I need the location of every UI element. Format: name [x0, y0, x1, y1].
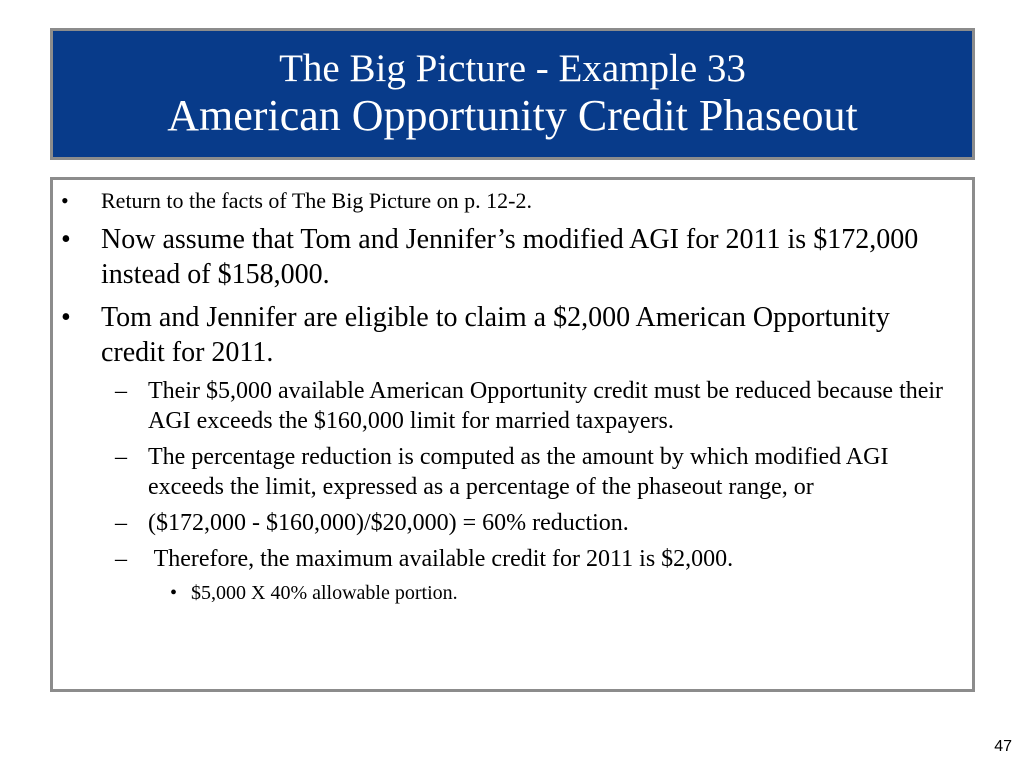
dash-icon: – [115, 546, 127, 572]
bullet-icon: • [61, 302, 71, 333]
bullet-item [53, 300, 952, 370]
bullet-text: Tom and Jennifer are eligible to claim a $2,000 American Opportunity credit for 2011. [101, 302, 890, 368]
bullet-text: Return to the facts of The Big Picture on p. 12-2. [101, 188, 532, 213]
sub-bullet-text: Their $5,000 available American Opportunity credit must be reduced because their AGI exceeds the $160,000 limit for married taxpayers. [148, 378, 944, 434]
sub-bullet-text: ($172,000 - $160,000)/$20,000) = 60% reduction. [148, 510, 629, 536]
bullet-list [53, 188, 972, 606]
bullet-icon: • [61, 224, 71, 255]
bullet-item [53, 188, 952, 214]
dash-icon: – [115, 510, 127, 536]
bullet-icon: • [61, 188, 69, 213]
dash-icon: – [115, 378, 127, 404]
slide-title: The Big Picture - Example 33 [279, 47, 746, 90]
slide-title-box [50, 28, 975, 160]
sub-bullet-item [53, 442, 952, 502]
sub-bullet-item [53, 376, 952, 436]
slide-content-box [50, 177, 975, 692]
sub-bullet-item [53, 544, 952, 574]
sub-bullet-text: Therefore, the maximum available credit for 2011 is $2,000. [148, 546, 734, 572]
bullet-text: Now assume that Tom and Jennifer’s modified AGI for 2011 is $172,000 instead of $158,000. [101, 224, 919, 290]
bullet-icon: • [170, 582, 178, 604]
slide-subtitle: American Opportunity Credit Phaseout [167, 91, 858, 140]
sub-sub-bullet-text: $5,000 X 40% allowable portion. [191, 582, 458, 604]
page-number: 47 [994, 738, 1012, 755]
sub-bullet-item [53, 508, 952, 538]
sub-bullet-text: The percentage reduction is computed as the amount by which modified AGI exceeds the limit, expressed as a percentage of the phaseout range, or [148, 444, 889, 500]
dash-icon: – [115, 444, 127, 470]
bullet-item [53, 222, 952, 292]
sub-sub-bullet-item [53, 580, 972, 606]
